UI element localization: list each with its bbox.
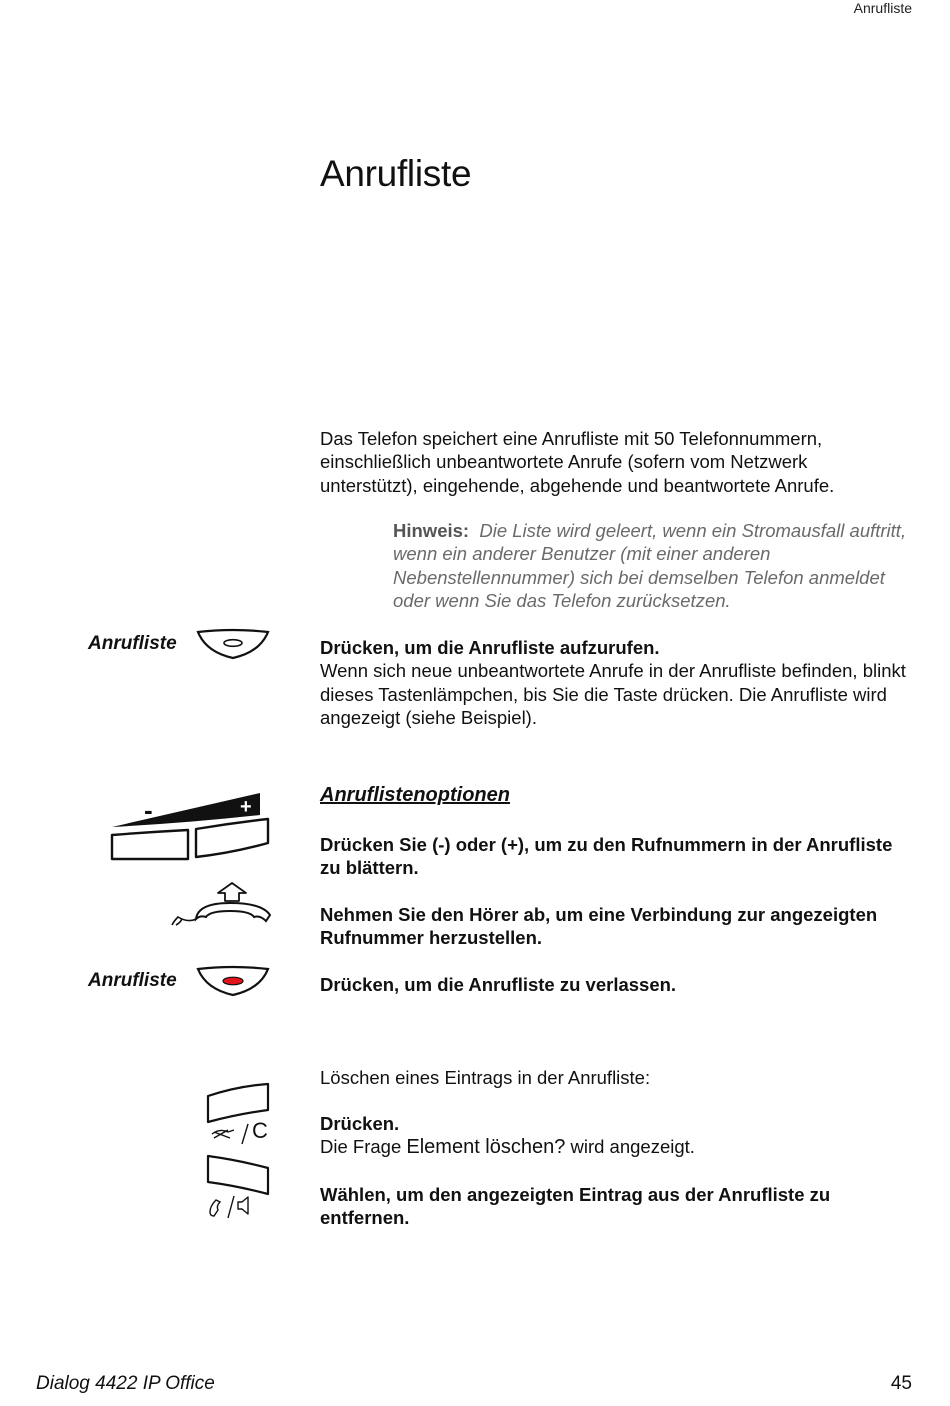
side-label-anrufliste: Anrufliste bbox=[88, 633, 177, 654]
delete-confirm: Wählen, um den angezeigten Eintrag aus der Anrufliste zu entfernen. bbox=[320, 1184, 831, 1229]
step-open-instruction: Drücken, um die Anrufliste aufzurufen. bbox=[320, 637, 660, 658]
footer-page-number: 45 bbox=[890, 1373, 912, 1394]
exit-instruction: Drücken, um die Anrufliste zu verlassen. bbox=[320, 974, 677, 995]
delete-prompt-suffix: wird angezeigt. bbox=[570, 1136, 695, 1158]
volume-plus-label: + bbox=[240, 796, 252, 818]
delete-prompt-prefix: Die Frage bbox=[320, 1136, 402, 1158]
scroll-instruction: Drücken Sie (-) oder (+), um zu den Rufnummern in der Anrufliste zu blättern. bbox=[320, 834, 893, 879]
options-heading: Anruflistenoptionen bbox=[320, 784, 510, 806]
running-header: Anrufliste bbox=[853, 0, 912, 16]
delete-prompt-display: Element löschen? bbox=[406, 1136, 566, 1159]
step-open-description: Wenn sich neue unbeantwortete Anrufe in der Anrufliste befinden, blinkt dieses Tastenlämpchen, bis Sie die Taste drücken. Die Anrufliste wird angezeigt (siehe Beispiel). bbox=[320, 660, 906, 728]
delete-prompt bbox=[320, 1135, 920, 1159]
clear-key-label: C bbox=[252, 1118, 268, 1143]
delete-press-block bbox=[320, 1112, 920, 1160]
delete-press: Drücken. bbox=[320, 1113, 400, 1134]
note-text: Die Liste wird geleert, wenn ein Stromausfall auftritt, wenn ein anderer Benutzer (mit einer anderen Nebenstellennummer) sich bei demselben Telefon anmeldet oder wenn Sie das Telefon zurücksetzen. bbox=[393, 520, 907, 611]
handset-instruction: Nehmen Sie den Hörer ab, um eine Verbindung zur angezeigten Rufnummer herzustellen. bbox=[320, 904, 878, 949]
delete-intro: Löschen eines Eintrags in der Anrufliste: bbox=[320, 1067, 651, 1088]
step-open bbox=[320, 636, 920, 729]
note-block bbox=[393, 519, 913, 612]
intro-paragraph: Das Telefon speichert eine Anrufliste mit 50 Telefonnummern, einschließlich unbeantwortete Anrufe (sofern vom Netzwerk unterstützt), eingehende, abgehende und beantwortete Anrufe. bbox=[320, 428, 835, 496]
page-title: Anrufliste bbox=[320, 153, 472, 194]
volume-keys-icon[interactable] bbox=[108, 787, 272, 863]
clear-key-icon[interactable] bbox=[204, 1082, 274, 1146]
footer-product: Dialog 4422 IP Office bbox=[36, 1373, 215, 1394]
handset-lift-icon bbox=[170, 881, 274, 929]
call-list-key-icon[interactable] bbox=[196, 629, 270, 661]
speaker-key-icon[interactable] bbox=[204, 1154, 274, 1224]
note-label: Hinweis: bbox=[393, 520, 470, 541]
volume-minus-label: - bbox=[144, 795, 153, 825]
side-label-anrufliste-exit: Anrufliste bbox=[88, 970, 177, 991]
call-list-key-lit-icon[interactable] bbox=[196, 966, 270, 998]
